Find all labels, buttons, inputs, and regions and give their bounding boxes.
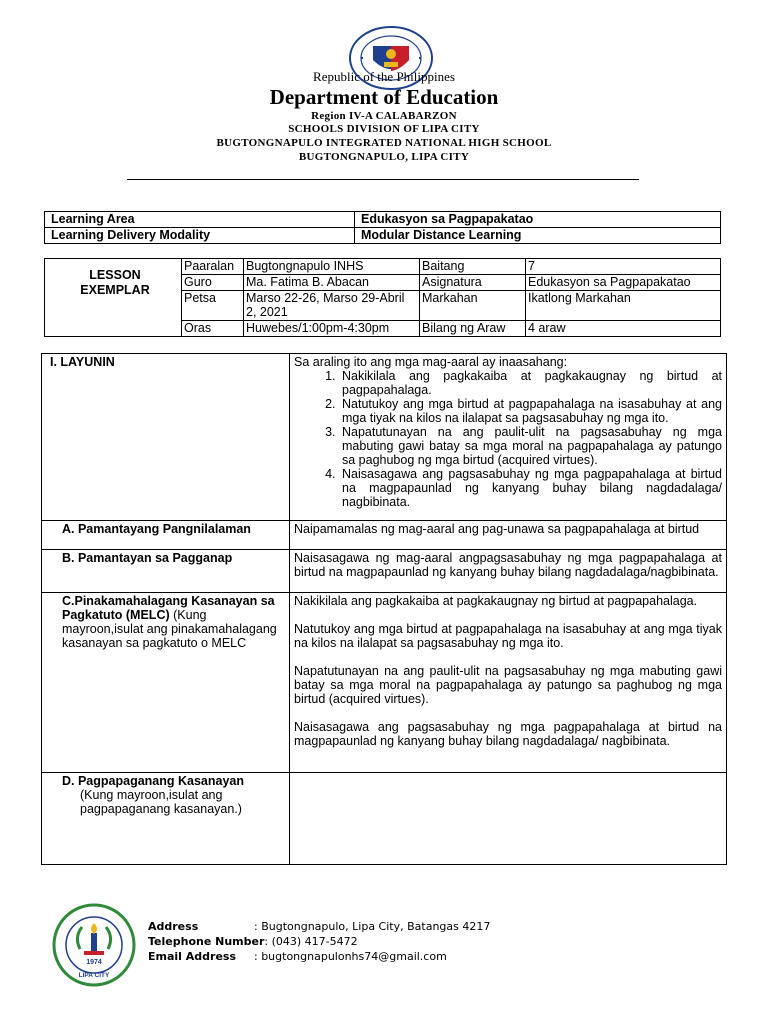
address-value: : Bugtongnapulo, Lipa City, Batangas 4217 bbox=[254, 920, 491, 933]
pagpapaganang-value bbox=[290, 773, 727, 865]
araw-value: 4 araw bbox=[526, 321, 721, 337]
asignatura-value: Edukasyon sa Pagpapakatao bbox=[526, 275, 721, 291]
division-heading: SCHOOLS DIVISION OF LIPA CITY bbox=[288, 123, 480, 135]
pamantayang-pangnilalaman-label: A. Pamantayang Pangnilalaman bbox=[42, 521, 290, 550]
pagpapaganang-label-bold: D. Pagpapaganang Kasanayan bbox=[62, 774, 245, 788]
phone-value: : (043) 417-5472 bbox=[264, 935, 358, 948]
baitang-label: Baitang bbox=[420, 259, 526, 275]
guro-label: Guro bbox=[182, 275, 244, 291]
lesson-plan-table bbox=[41, 353, 727, 865]
pamantayan-pagganap-value: Naisasagawa ng mag-aaral angpagsasabuhay ng mga pagpapahalaga at birtud na magpapaunlad ng kanyang buhay bilang nagdadalaga/nagbibinata. bbox=[290, 550, 727, 593]
objective-item: 4. Naisasagawa ang pagsasabuhay ng mga pagpapahalaga at birtud na magpapaunlad ng kanyang buhay bilang nagdadalaga/ nagbibinata. bbox=[339, 467, 722, 509]
lesson-exemplar-title bbox=[45, 259, 182, 337]
department-heading: Department of Education bbox=[269, 85, 499, 109]
header-divider bbox=[127, 179, 639, 180]
seal-year: 1974 bbox=[86, 959, 102, 966]
baitang-value: 7 bbox=[526, 259, 721, 275]
address-label: Address bbox=[148, 920, 199, 933]
paaralan-value: Bugtongnapulo INHS bbox=[244, 259, 420, 275]
layunin-content bbox=[290, 354, 727, 521]
petsa-value: Marso 22-26, Marso 29-Abril 2, 2021 bbox=[244, 291, 420, 321]
lesson-title-line1: LESSON bbox=[89, 268, 141, 282]
markahan-label: Markahan bbox=[420, 291, 526, 321]
city-heading: BUGTONGNAPULO, LIPA CITY bbox=[298, 151, 470, 163]
school-seal-logo bbox=[52, 903, 136, 987]
melc-paragraph: Napatutunayan na ang paulit-ulit na pagsasabuhay ng mga mabuting gawi batay sa mga moral na pagpapahalaga ay patungo sa paghubog ng mga birtud (acquired virtues). bbox=[294, 664, 722, 706]
objective-item: 3. Napatutunayan na ang paulit-ulit na pagsasabuhay ng mga mabuting gawi batay sa mga moral na pagpapahalaga ay patungo sa paghubog ng mga birtud (acquired virtues). bbox=[339, 425, 722, 467]
seal-city: LIPA CITY bbox=[78, 972, 110, 979]
melc-paragraph: Naisasagawa ang pagsasabuhay ng mga pagpapahalaga at birtud na magpapaunlad ng kanyang buhay bilang nagdadalaga/ nagbibinata. bbox=[294, 720, 722, 748]
markahan-value: Ikatlong Markahan bbox=[526, 291, 721, 321]
lesson-title-line2: EXEMPLAR bbox=[80, 283, 150, 297]
pagpapaganang-label bbox=[42, 773, 290, 865]
learning-area-value: Edukasyon sa Pagpapakatao bbox=[355, 212, 721, 228]
school-heading: BUGTONGNAPULO INTEGRATED NATIONAL HIGH SCHOOL bbox=[216, 137, 552, 149]
learning-area-label: Learning Area bbox=[45, 212, 355, 228]
learning-area-table bbox=[44, 211, 721, 244]
email-value: : bugtongnapulonhs74@gmail.com bbox=[254, 950, 447, 963]
petsa-label: Petsa bbox=[182, 291, 244, 321]
araw-label: Bilang ng Araw bbox=[420, 321, 526, 337]
objectives-list bbox=[339, 369, 722, 509]
objective-item: 1. Nakikilala ang pagkakaiba at pagkakaugnay ng birtud at pagpapahalaga. bbox=[339, 369, 722, 397]
pamantayang-pangnilalaman-value: Naipamamalas ng mag-aaral ang pag-unawa sa pagpapahalaga at birtud bbox=[290, 521, 727, 550]
lesson-exemplar-table bbox=[44, 258, 721, 337]
email-line bbox=[148, 950, 447, 963]
modality-label: Learning Delivery Modality bbox=[45, 228, 355, 244]
melc-paragraph: Natutukoy ang mga birtud at pagpapahalaga na isasabuhay at ang mga tiyak na kilos na ilalapat sa pagsasabuhay ng mga ito. bbox=[294, 622, 722, 650]
phone-line bbox=[148, 935, 358, 948]
oras-label: Oras bbox=[182, 321, 244, 337]
melc-content bbox=[290, 593, 727, 773]
pagpapaganang-label-plain: (Kung mayroon,isulat ang pagpapaganang kasanayan.) bbox=[80, 788, 242, 816]
layunin-label: I. LAYUNIN bbox=[42, 354, 290, 521]
melc-label bbox=[42, 593, 290, 773]
pamantayan-pagganap-label: B. Pamantayan sa Pagganap bbox=[42, 550, 290, 593]
melc-label-plain: (Kung mayroon,isulat ang pinakamahalagang kasanayan sa pagkatuto o MELC bbox=[62, 608, 277, 650]
objective-item: 2. Natutukoy ang mga birtud at pagpapahalaga na isasabuhay at ang mga tiyak na kilos na ilalapat sa pagsasabuhay ng mga ito. bbox=[339, 397, 722, 425]
paaralan-label: Paaralan bbox=[182, 259, 244, 275]
layunin-intro: Sa araling ito ang mga mag-aaral ay inaasahang: bbox=[294, 355, 568, 369]
guro-value: Ma. Fatima B. Abacan bbox=[244, 275, 420, 291]
melc-label-bold: C.Pinakamahalagang Kasanayan sa Pagkatuto (MELC) bbox=[62, 594, 275, 622]
republic-heading: Republic of the Philippines bbox=[313, 69, 455, 84]
email-label: Email Address bbox=[148, 950, 237, 963]
phone-label: Telephone Number bbox=[148, 935, 265, 948]
melc-paragraph: Nakikilala ang pagkakaiba at pagkakaugnay ng birtud at pagpapahalaga. bbox=[294, 594, 698, 608]
asignatura-label: Asignatura bbox=[420, 275, 526, 291]
region-heading: Region IV-A CALABARZON bbox=[311, 110, 457, 122]
modality-value: Modular Distance Learning bbox=[355, 228, 721, 244]
address-line bbox=[148, 920, 490, 933]
oras-value: Huwebes/1:00pm-4:30pm bbox=[244, 321, 420, 337]
